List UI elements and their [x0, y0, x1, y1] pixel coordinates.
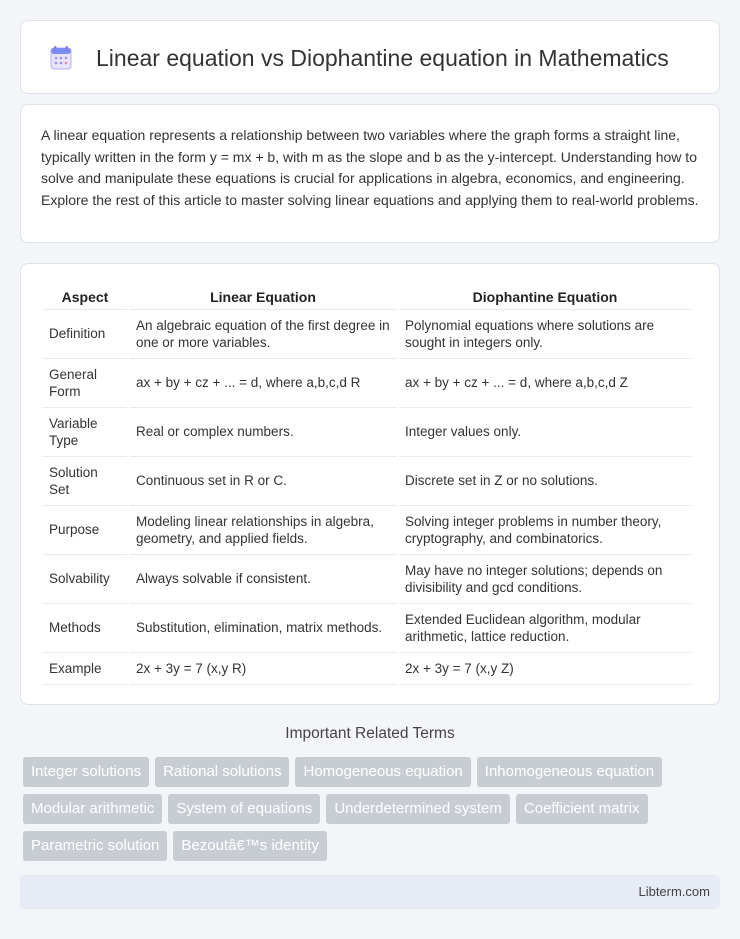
- page-title: Linear equation vs Diophantine equation in Mathematics: [96, 45, 669, 71]
- related-term-tag[interactable]: System of equations: [168, 794, 320, 824]
- related-term-tag[interactable]: Parametric solution: [23, 831, 167, 861]
- row-linear: Modeling linear relationships in algebra, geometry, and applied fields.: [130, 506, 396, 555]
- row-diophantine: Polynomial equations where solutions are sought in integers only.: [399, 310, 691, 359]
- related-terms-section: [20, 725, 720, 861]
- comparison-card: [20, 263, 720, 705]
- title-card: [20, 20, 720, 94]
- row-linear: An algebraic equation of the first degree in one or more variables.: [130, 310, 396, 359]
- row-linear: Always solvable if consistent.: [130, 555, 396, 604]
- related-term-tag[interactable]: Coefficient matrix: [516, 794, 648, 824]
- related-term-tag[interactable]: Underdetermined system: [326, 794, 510, 824]
- row-aspect: Methods: [43, 604, 127, 653]
- related-term-tag[interactable]: Integer solutions: [23, 757, 149, 787]
- document-icon: [48, 45, 74, 71]
- table-row: [43, 310, 691, 359]
- intro-card: [20, 104, 720, 243]
- related-term-tag[interactable]: Bezoutâ€™s identity: [173, 831, 327, 861]
- header-diophantine: Diophantine Equation: [399, 284, 691, 310]
- footer: [20, 875, 720, 909]
- table-row: [43, 604, 691, 653]
- row-linear: Continuous set in R or C.: [130, 457, 396, 506]
- row-diophantine: Solving integer problems in number theory, cryptography, and combinatorics.: [399, 506, 691, 555]
- row-aspect: Example: [43, 653, 127, 685]
- row-diophantine: May have no integer solutions; depends on divisibility and gcd conditions.: [399, 555, 691, 604]
- intro-paragraph: A linear equation represents a relationship between two variables where the graph forms a straight line, typically written in the form y = mx + b, with m as the slope and b as the y-intercept. Understanding how to solve and manipulate these equations is crucial for applications in algebra, economics, and engineering. Explore the rest of this article to master solving linear equations and applying them to real-world problems.: [41, 127, 699, 208]
- row-aspect: General Form: [43, 359, 127, 408]
- row-aspect: Solvability: [43, 555, 127, 604]
- footer-brand-link[interactable]: Libterm.com: [638, 884, 710, 899]
- comparison-table: [40, 284, 694, 685]
- table-row: [43, 506, 691, 555]
- header-linear: Linear Equation: [130, 284, 396, 310]
- row-linear: Substitution, elimination, matrix methods.: [130, 604, 396, 653]
- table-row: [43, 359, 691, 408]
- row-linear: Real or complex numbers.: [130, 408, 396, 457]
- related-term-tag[interactable]: Modular arithmetic: [23, 794, 162, 824]
- row-diophantine: ax + by + cz + ... = d, where a,b,c,d Z: [399, 359, 691, 408]
- table-header-row: [43, 284, 691, 310]
- table-row: [43, 555, 691, 604]
- row-diophantine: Integer values only.: [399, 408, 691, 457]
- header-aspect: Aspect: [43, 284, 127, 310]
- related-term-tag[interactable]: Rational solutions: [155, 757, 289, 787]
- row-diophantine: 2x + 3y = 7 (x,y Z): [399, 653, 691, 685]
- row-aspect: Purpose: [43, 506, 127, 555]
- related-term-tag[interactable]: Inhomogeneous equation: [477, 757, 662, 787]
- related-terms-title: Important Related Terms: [285, 725, 455, 742]
- table-row: [43, 457, 691, 506]
- row-linear: 2x + 3y = 7 (x,y R): [130, 653, 396, 685]
- row-linear: ax + by + cz + ... = d, where a,b,c,d R: [130, 359, 396, 408]
- related-term-tag[interactable]: Homogeneous equation: [295, 757, 470, 787]
- row-diophantine: Extended Euclidean algorithm, modular arithmetic, lattice reduction.: [399, 604, 691, 653]
- row-aspect: Solution Set: [43, 457, 127, 506]
- row-aspect: Variable Type: [43, 408, 127, 457]
- row-aspect: Definition: [43, 310, 127, 359]
- row-diophantine: Discrete set in Z or no solutions.: [399, 457, 691, 506]
- table-row: [43, 653, 691, 685]
- table-row: [43, 408, 691, 457]
- related-terms-tags: [20, 757, 720, 861]
